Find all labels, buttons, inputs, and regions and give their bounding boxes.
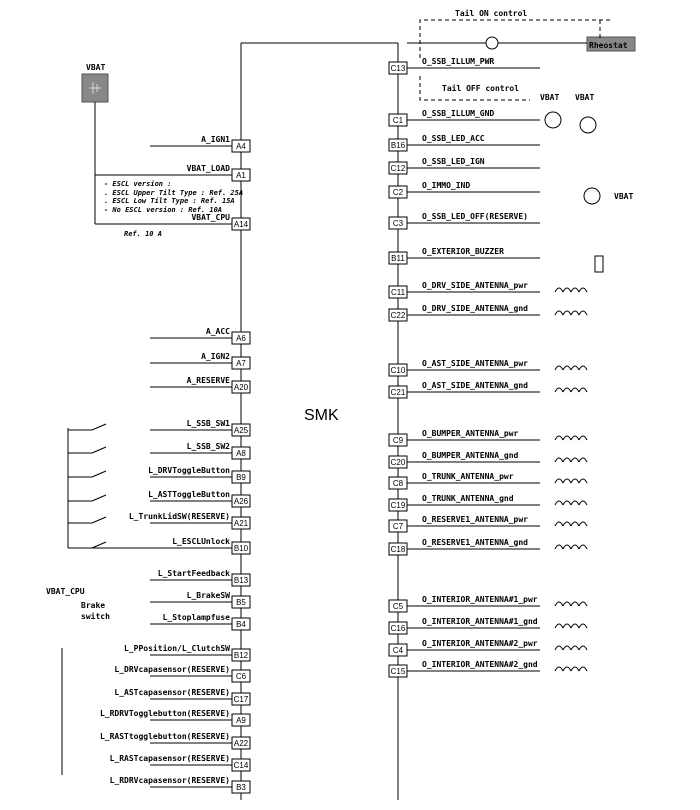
left-pin-a7: A7 [236,359,246,368]
left-pin-b13: B13 [233,576,249,585]
right-pin-c13: C13 [390,64,406,73]
left-pin-b10: B10 [233,544,249,553]
right-pin-c7: C7 [392,522,404,531]
fuse-note-1: - ESCL version : [104,180,172,188]
left-pin-a1: A1 [236,171,246,180]
vbat-label-led1: VBAT [540,93,560,102]
right-signal-c1: O_SSB_ILLUM_GND [422,109,495,118]
right-signal-c12: O_SSB_LED_IGN [422,157,485,166]
left-signal-a1: VBAT_LOAD [186,164,230,173]
right-signal-c11: O_DRV_SIDE_ANTENNA_pwr [422,281,528,290]
left-pin-b5: B5 [236,598,246,607]
left-pin-a20: A20 [233,383,249,392]
right-pin-c1: C1 [392,116,404,125]
left-pin-b4: B4 [236,620,246,629]
right-signal-c15: O_INTERIOR_ANTENNA#2_gnd [422,660,538,669]
right-signal-c19: O_TRUNK_ANTENNA_gnd [422,494,514,503]
left-signal-b9: L_DRVToggleButton [148,466,230,475]
tail-on-label: Tail ON control [455,9,528,18]
tail-off-label: Tail OFF control [442,84,520,93]
led-icon [486,37,498,49]
left-signal-a9: L_RDRVTogglebutton(RESERVE) [99,709,230,718]
left-pin-a26: A26 [233,497,249,506]
right-signal-c5: O_INTERIOR_ANTENNA#1_pwr [422,595,538,604]
right-pin-b11: B11 [391,254,405,263]
left-signal-a8: L_SSB_SW2 [186,442,230,451]
right-pin-c20: C20 [390,458,406,467]
right-signal-c2: O_IMMO_IND [422,181,471,190]
left-pin-a22: A22 [233,739,249,748]
right-pin-b16: B16 [390,141,406,150]
right-signal-c8: O_TRUNK_ANTENNA_pwr [422,472,514,481]
led-ign-icon [580,117,596,133]
vbat-label-left: VBAT [86,63,106,72]
right-signal-c16: O_INTERIOR_ANTENNA#1_gnd [422,617,538,626]
right-pin-c9: C9 [392,436,404,445]
right-signal-b16: O_SSB_LED_ACC [422,134,485,143]
left-pin-a6: A6 [236,334,246,343]
right-pin-c19: C19 [390,501,406,510]
right-pin-c8: C8 [392,479,404,488]
right-pin-c3: C3 [392,219,404,228]
led-acc-icon [545,112,561,128]
right-pin-c16: C16 [390,624,406,633]
left-signal-a20: A_RESERVE [186,376,230,385]
right-signal-c7: O_RESERVE1_ANTENNA_pwr [422,515,528,524]
left-signal-a14: VBAT_CPU [191,213,230,222]
right-signal-c9: O_BUMPER_ANTENNA_pwr [422,429,519,438]
left-signal-a22: L_RASTtogglebutton(RESERVE) [99,732,230,741]
left-signal-a25: L_SSB_SW1 [186,419,230,428]
left-signal-b13: L_StartFeedback [157,569,230,578]
left-signal-b10: L_ESCLUnlock [172,537,230,546]
left-pin-c17: C17 [233,695,249,704]
right-pin-c5: C5 [392,602,404,611]
left-signal-b12: L_PPosition/L_ClutchSW [124,644,230,653]
right-pin-c18: C18 [390,545,406,554]
left-signal-a26: L_ASTToggleButton [148,490,230,499]
right-signal-c13: O_SSB_ILLUM_PWR [422,57,495,66]
fuse-note-3: . ESCL Low Tilt Type : Ref. 15A [104,197,235,205]
left-pin-b12: B12 [233,651,249,660]
right-signal-c20: O_BUMPER_ANTENNA_gnd [422,451,519,460]
brake-switch-label-2: switch [81,612,110,621]
fuse-ref-label: Ref. 10 A [124,230,162,238]
left-pin-b9: B9 [236,473,246,482]
left-pin-a14: A14 [233,220,249,229]
left-pin-a21: A21 [233,519,249,528]
right-signal-c21: O_AST_SIDE_ANTENNA_gnd [422,381,528,390]
left-signal-c17: L_ASTcapasensor(RESERVE) [114,688,230,697]
immo-indicator-icon [584,188,600,204]
left-pin-c6: C6 [235,672,247,681]
right-pin-c22: C22 [390,311,406,320]
brake-switch-label-1: Brake [81,601,106,610]
left-signal-b3: L_RDRVcapasensor(RESERVE) [109,776,230,785]
left-pin-a9: A9 [236,716,246,725]
right-pin-c15: C15 [390,667,406,676]
left-signal-c14: L_RASTcapasensor(RESERVE) [109,754,230,763]
right-signal-c10: O_AST_SIDE_ANTENNA_pwr [422,359,528,368]
left-signal-b5: L_BrakeSW [186,591,230,600]
left-signal-a4: A_IGN1 [201,135,230,144]
right-signal-c3: O_SSB_LED_OFF(RESERVE) [422,212,528,221]
left-pin-a4: A4 [236,142,246,151]
vbat-label-led2: VBAT [575,93,595,102]
right-pin-c11: C11 [390,288,406,297]
fuse-note-2: . ESCL Upper Tilt Type : Ref. 25A [104,189,244,197]
left-signal-a6: A_ACC [205,327,230,336]
right-pin-c4: C4 [392,646,404,655]
right-signal-b11: O_EXTERIOR_BUZZER [422,247,504,256]
left-signal-b4: L_Stoplampfuse [162,613,230,622]
left-pin-b3: B3 [236,783,246,792]
fuse-note-4: - No ESCL version : Ref. 10A [104,206,223,214]
left-pin-a8: A8 [236,449,246,458]
right-signal-c18: O_RESERVE1_ANTENNA_gnd [422,538,528,547]
right-pin-c10: C10 [390,366,406,375]
right-pin-c12: C12 [390,164,406,173]
left-pin-a25: A25 [233,426,249,435]
left-pin-c14: C14 [233,761,249,770]
rheostat-label: Rheostat [589,41,628,50]
right-signal-c22: O_DRV_SIDE_ANTENNA_gnd [422,304,528,313]
right-pin-c21: C21 [390,388,406,397]
module-name: SMK [304,407,339,424]
buzzer-icon [595,256,603,272]
left-signal-c6: L_DRVcapasensor(RESERVE) [114,665,230,674]
right-pin-c2: C2 [392,188,404,197]
left-signal-a7: A_IGN2 [201,352,230,361]
left-signal-a21: L_TrunkLidSW(RESERVE) [128,512,230,521]
vbat-cpu-label: VBAT_CPU [46,587,85,596]
right-signal-c4: O_INTERIOR_ANTENNA#2_pwr [422,639,538,648]
vbat-label-immo: VBAT [614,192,634,201]
